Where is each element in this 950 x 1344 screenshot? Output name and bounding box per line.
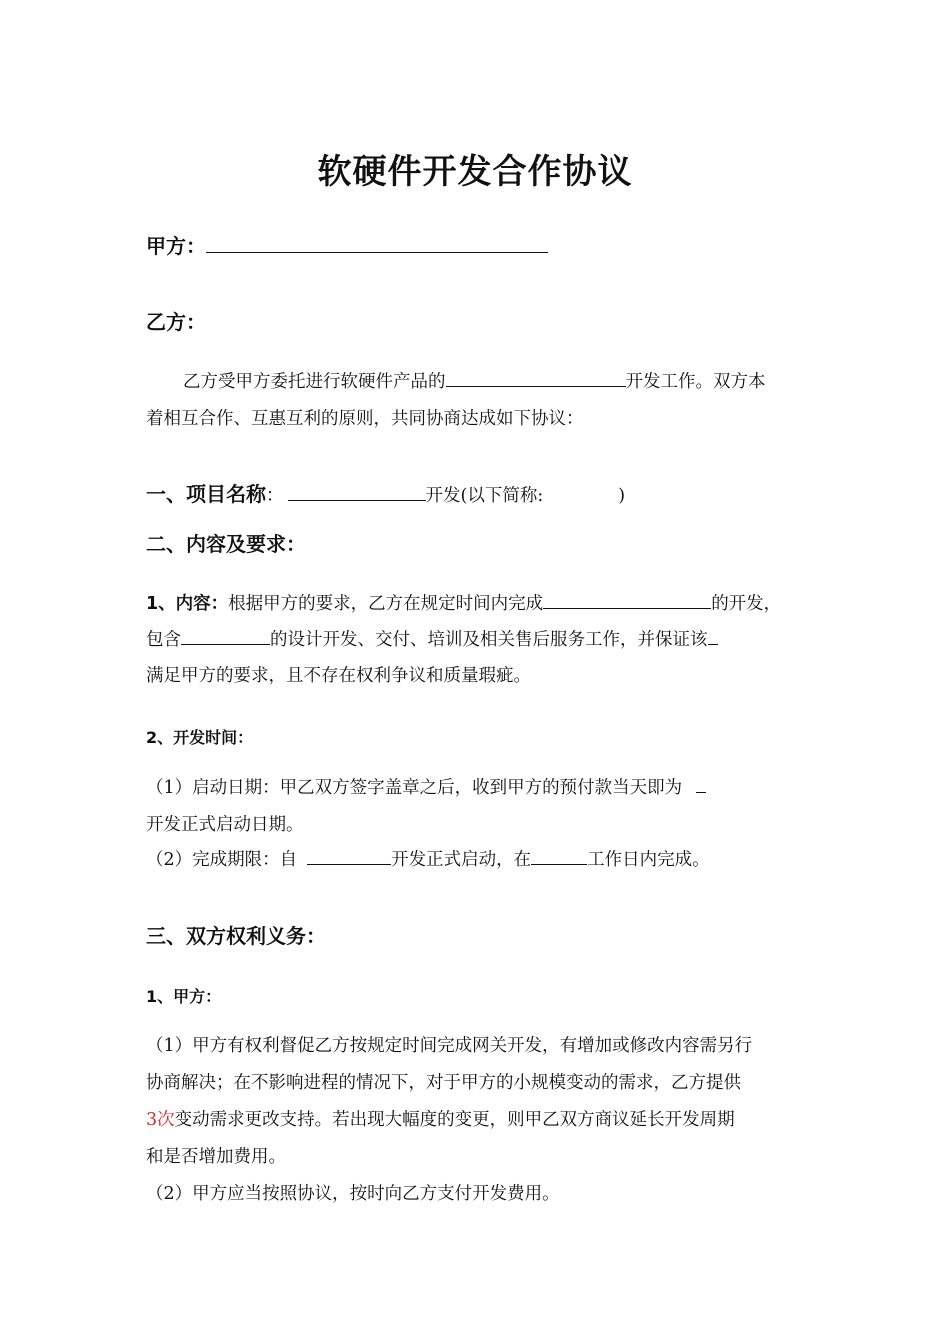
- change-count-highlight: 3次: [146, 1110, 175, 1130]
- section-1-abbrev-text: 开发(以下简称:: [425, 486, 544, 506]
- section-1-colon: ：: [266, 486, 284, 506]
- party-a-item-1-line-4: 和是否增加费用。: [146, 1147, 286, 1167]
- intro-blank: [446, 369, 626, 388]
- intro-text-b: 开发工作。双方本: [625, 372, 766, 392]
- party-a-duties-label: 1、甲方：: [146, 987, 222, 1006]
- deadline-blank-1: [307, 847, 391, 866]
- intro-text-a: 乙方受甲方委托进行软硬件产品的: [183, 372, 446, 392]
- party-a-item-1-line-3-text: 变动需求更改支持。若出现大幅度的变更，则甲乙双方商议延长开发周期: [174, 1110, 735, 1130]
- section-3-heading: 三、双方权利义务：: [146, 924, 326, 948]
- content-blank-3: [708, 627, 718, 646]
- party-a-line: [146, 230, 548, 259]
- start-date-text: （1）启动日期：甲乙双方签字盖章之后，收到甲方的预付款当天即为: [146, 778, 683, 798]
- intro-line-2: 着相互合作、互惠互利的原则，共同协商达成如下协议：: [146, 409, 584, 429]
- content-line-2: [146, 626, 718, 651]
- content-blank-2: [181, 627, 270, 646]
- content-text-a: 根据甲方的要求，乙方在规定时间内完成: [228, 594, 544, 614]
- dev-time-item-1-line-2: 开发正式启动日期。: [146, 815, 304, 835]
- content-line-1: [146, 590, 781, 615]
- content-text-b: 的开发，: [711, 594, 782, 614]
- party-a-blank: [206, 232, 548, 253]
- party-b-label: 乙方：: [146, 310, 206, 334]
- section-1-heading: 一、项目名称: [146, 482, 266, 506]
- deadline-text-c: 工作日内完成。: [587, 850, 710, 870]
- deadline-blank-2: [531, 847, 587, 866]
- party-a-item-1-line-3: [146, 1106, 735, 1131]
- deadline-text-b: 开发正式启动，在: [391, 850, 532, 870]
- dev-time-label: 2、开发时间：: [146, 728, 254, 747]
- deadline-text-a: （2）完成期限：自: [146, 850, 298, 870]
- section-1-close-paren: ): [618, 486, 626, 506]
- dev-time-item-1-line-1: [146, 774, 706, 799]
- content-blank-1: [543, 591, 711, 610]
- document-title: 软硬件开发合作协议: [317, 152, 633, 192]
- content-line-3: 满足甲方的要求，且不存在权利争议和质量瑕疵。: [146, 666, 531, 686]
- party-a-item-1-line-2: 协商解决；在不影响进程的情况下，对于甲方的小规模变动的需求，乙方提供: [146, 1073, 741, 1093]
- intro-line-1: [183, 368, 766, 393]
- section-2-heading: 二、内容及要求：: [146, 532, 306, 556]
- start-date-blank: [696, 775, 706, 794]
- party-a-label: 甲方：: [146, 234, 206, 258]
- content-text-d: 的设计开发、交付、培训及相关售后服务工作，并保证该: [270, 630, 708, 650]
- content-text-c: 包含: [146, 630, 181, 650]
- party-a-item-1-line-1: （1）甲方有权利督促乙方按规定时间完成网关开发，有增加或修改内容需另行: [146, 1036, 753, 1056]
- party-a-item-2: （2）甲方应当按照协议，按时向乙方支付开发费用。: [146, 1184, 560, 1204]
- content-label: 1、内容：: [146, 594, 229, 614]
- project-name-blank: [288, 483, 426, 502]
- dev-time-item-2: [146, 846, 710, 871]
- section-1-line: [146, 478, 625, 507]
